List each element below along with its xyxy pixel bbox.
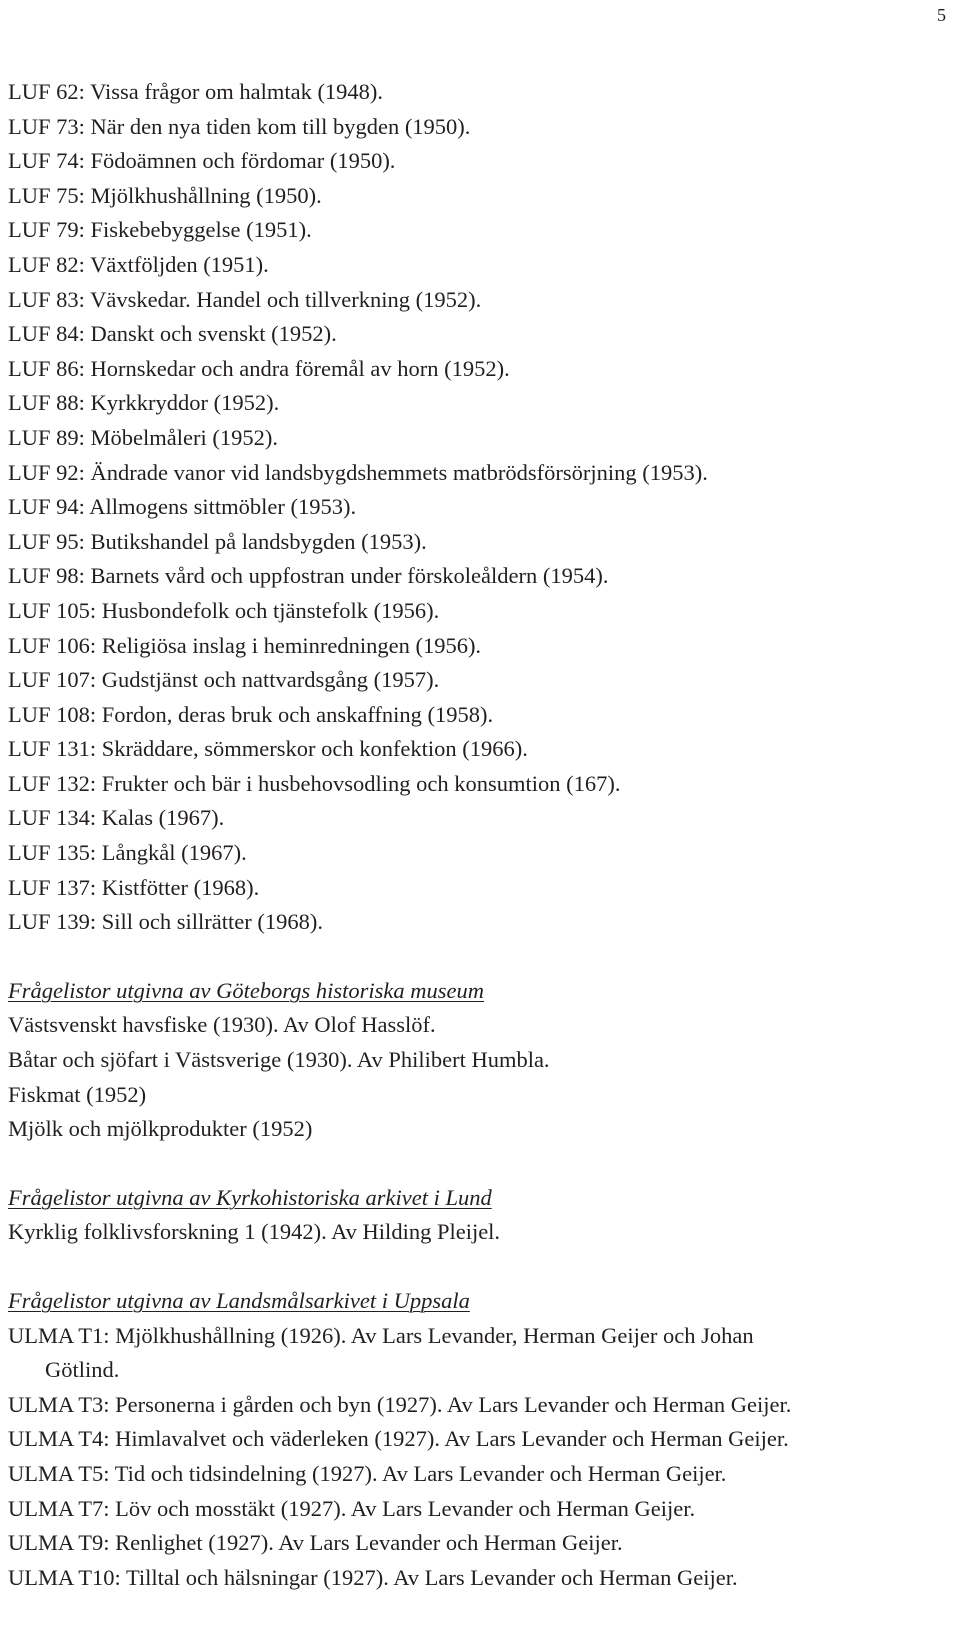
document-body	[8, 75, 953, 1595]
list-item: Fiskmat (1952)	[8, 1081, 147, 1107]
list-item: Mjölk och mjölkprodukter (1952)	[8, 1116, 313, 1142]
section-spacer	[8, 1147, 953, 1181]
list-item: ULMA T3: Personerna i gården och byn (1927). Av Lars Levander och Herman Geijer.	[8, 1391, 792, 1417]
list-item: LUF 94: Allmogens sittmöbler (1953).	[8, 494, 357, 520]
list-item: LUF 106: Religiösa inslag i heminredningen (1956).	[8, 632, 482, 658]
list-item: LUF 89: Möbelmåleri (1952).	[8, 424, 278, 450]
list-item: Västsvenskt havsfiske (1930). Av Olof Hasslöf.	[8, 1012, 436, 1038]
list-item: ULMA T9: Renlighet (1927). Av Lars Levander och Herman Geijer.	[8, 1530, 623, 1556]
list-item: LUF 95: Butikshandel på landsbygden (1953).	[8, 528, 427, 554]
list-item: LUF 62: Vissa frågor om halmtak (1948).	[8, 79, 384, 104]
list-item: LUF 134: Kalas (1967).	[8, 805, 225, 831]
section-heading: Frågelistor utgivna av Göteborgs historiska museum	[8, 977, 485, 1003]
list-item: LUF 79: Fiskebebyggelse (1951).	[8, 217, 312, 243]
list-item: ULMA T10: Tilltal och hälsningar (1927). Av Lars Levander och Herman Geijer.	[8, 1564, 738, 1590]
list-item: LUF 131: Skräddare, sömmerskor och konfektion (1966).	[8, 736, 528, 762]
page-number: 5	[937, 5, 946, 25]
list-item: LUF 86: Hornskedar och andra föremål av horn (1952).	[8, 355, 510, 381]
section-spacer	[8, 940, 953, 974]
section-heading: Frågelistor utgivna av Kyrkohistoriska arkivet i Lund	[8, 1184, 492, 1210]
list-item: LUF 75: Mjölkhushållning (1950).	[8, 182, 322, 208]
list-item: LUF 107: Gudstjänst och nattvardsgång (1957).	[8, 667, 440, 693]
list-item: LUF 135: Långkål (1967).	[8, 840, 247, 866]
list-item: ULMA T7: Löv och mosstäkt (1927). Av Lars Levander och Herman Geijer.	[8, 1495, 696, 1521]
list-item: LUF 108: Fordon, deras bruk och anskaffning (1958).	[8, 701, 494, 727]
list-item: ULMA T4: Himlavalvet och väderleken (1927). Av Lars Levander och Herman Geijer.	[8, 1426, 789, 1452]
list-item: ULMA T1: Mjölkhushållning (1926). Av Lars Levander, Herman Geijer och Johan	[8, 1322, 754, 1348]
luf-list	[8, 75, 953, 940]
list-item: LUF 137: Kistfötter (1968).	[8, 874, 260, 900]
section-heading: Frågelistor utgivna av Landsmålsarkivet i Uppsala	[8, 1288, 470, 1313]
list-item: LUF 105: Husbondefolk och tjänstefolk (1956).	[8, 597, 440, 623]
goteborg-section	[8, 974, 953, 1147]
list-item: LUF 84: Danskt och svenskt (1952).	[8, 321, 337, 347]
uppsala-section	[8, 1284, 953, 1595]
list-item: LUF 132: Frukter och bär i husbehovsodling och konsumtion (167).	[8, 770, 621, 796]
list-item: LUF 98: Barnets vård och uppfostran under förskoleåldern (1954).	[8, 563, 609, 589]
section-spacer	[8, 1250, 953, 1284]
list-item: Kyrklig folklivsforskning 1 (1942). Av Hilding Pleijel.	[8, 1219, 501, 1245]
kyrkohistoriska-section	[8, 1181, 953, 1250]
list-item: LUF 92: Ändrade vanor vid landsbygdshemmets matbrödsförsörjning (1953).	[8, 459, 708, 485]
list-item-continuation: Götlind.	[45, 1357, 120, 1383]
list-item: Båtar och sjöfart i Västsverige (1930). Av Philibert Humbla.	[8, 1047, 550, 1073]
list-item: LUF 73: När den nya tiden kom till bygden (1950).	[8, 113, 471, 139]
list-item: ULMA T5: Tid och tidsindelning (1927). Av Lars Levander och Herman Geijer.	[8, 1460, 727, 1486]
list-item: LUF 74: Födoämnen och fördomar (1950).	[8, 148, 396, 174]
list-item: LUF 83: Vävskedar. Handel och tillverkning (1952).	[8, 286, 482, 312]
list-item: LUF 82: Växtföljden (1951).	[8, 251, 269, 277]
list-item: LUF 88: Kyrkkryddor (1952).	[8, 390, 280, 416]
list-item: LUF 139: Sill och sillrätter (1968).	[8, 909, 323, 935]
